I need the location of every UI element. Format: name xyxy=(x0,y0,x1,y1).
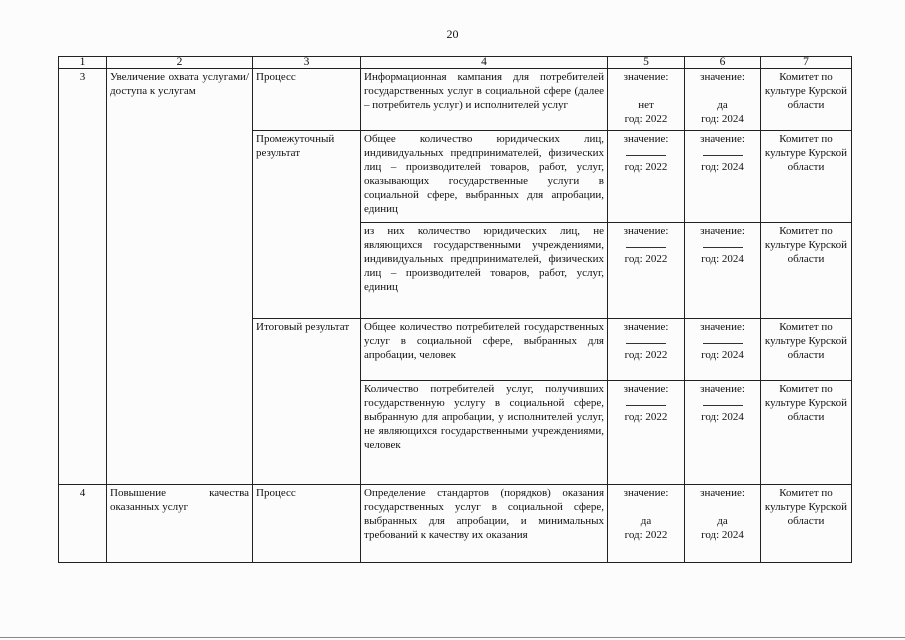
header-row xyxy=(59,57,852,69)
responsible-org: Комитет по культуре Курской области xyxy=(761,69,852,131)
value-2022: значение: да год: 2022 xyxy=(608,485,685,563)
value-2022: значение: год: 2022 xyxy=(608,381,685,485)
indicator-text: Количество потребителей услуг, получивших государственную услугу в социальной сфере, выбранную для апробации, у исполнителей услуг, не являющихся государственными учреждениями, человек xyxy=(361,381,608,485)
value-2024: значение: год: 2024 xyxy=(685,223,761,319)
responsible-org: Комитет по культуре Курской области xyxy=(761,485,852,563)
value-2024: значение: да год: 2024 xyxy=(685,69,761,131)
stage-name: Процесс xyxy=(253,69,361,131)
col-header-7: 7 xyxy=(761,57,852,69)
value-2024: значение: да год: 2024 xyxy=(685,485,761,563)
responsible-org: Комитет по культуре Курской области xyxy=(761,381,852,485)
page-number: 20 xyxy=(446,27,459,41)
col-header-4: 4 xyxy=(361,57,608,69)
task-name: Увеличение охвата услугами/доступа к услугам xyxy=(107,69,253,485)
table-row xyxy=(59,69,852,131)
stage-name: Промежуточный результат xyxy=(253,131,361,319)
value-2022: значение: год: 2022 xyxy=(608,131,685,223)
indicator-text: Определение стандартов (порядков) оказания государственных услуг в социальной сфере, выбранных для апробации, и минимальных требований к качеству их оказания xyxy=(361,485,608,563)
plan-table xyxy=(58,56,852,563)
row-number: 3 xyxy=(59,69,107,485)
row-number: 4 xyxy=(59,485,107,563)
col-header-6: 6 xyxy=(685,57,761,69)
indicator-text: Общее количество потребителей государственных услуг в социальной сфере, выбранных для апробации, человек xyxy=(361,319,608,381)
indicator-text: Информационная кампания для потребителей государственных услуг в социальной сфере (далее – потребитель услуг) и исполнителей услуг xyxy=(361,69,608,131)
value-2024: значение: год: 2024 xyxy=(685,131,761,223)
stage-name: Процесс xyxy=(253,485,361,563)
value-2022: значение: год: 2022 xyxy=(608,223,685,319)
value-2024: значение: год: 2024 xyxy=(685,381,761,485)
table-row xyxy=(59,485,852,563)
col-header-5: 5 xyxy=(608,57,685,69)
value-2024: значение: год: 2024 xyxy=(685,319,761,381)
task-name: Повышение качества оказанных услуг xyxy=(107,485,253,563)
col-header-3: 3 xyxy=(253,57,361,69)
stage-name: Итоговый результат xyxy=(253,319,361,485)
indicator-text: Общее количество юридических лиц, индивидуальных предпринимателей, физических лиц – производителей товаров, работ, услуг, оказывающих государственные услуги в социальной сфере, выбранных для апробации, единиц xyxy=(361,131,608,223)
page-edge-line xyxy=(0,637,905,638)
col-header-1: 1 xyxy=(59,57,107,69)
value-2022: значение: год: 2022 xyxy=(608,319,685,381)
value-2022: значение: нет год: 2022 xyxy=(608,69,685,131)
responsible-org: Комитет по культуре Курской области xyxy=(761,131,852,223)
indicator-text: из них количество юридических лиц, не являющихся государственными учреждениями, индивидуальных предпринимателей, физических лиц – производителей товаров, работ, услуг, единиц xyxy=(361,223,608,319)
col-header-2: 2 xyxy=(107,57,253,69)
responsible-org: Комитет по культуре Курской области xyxy=(761,223,852,319)
responsible-org: Комитет по культуре Курской области xyxy=(761,319,852,381)
